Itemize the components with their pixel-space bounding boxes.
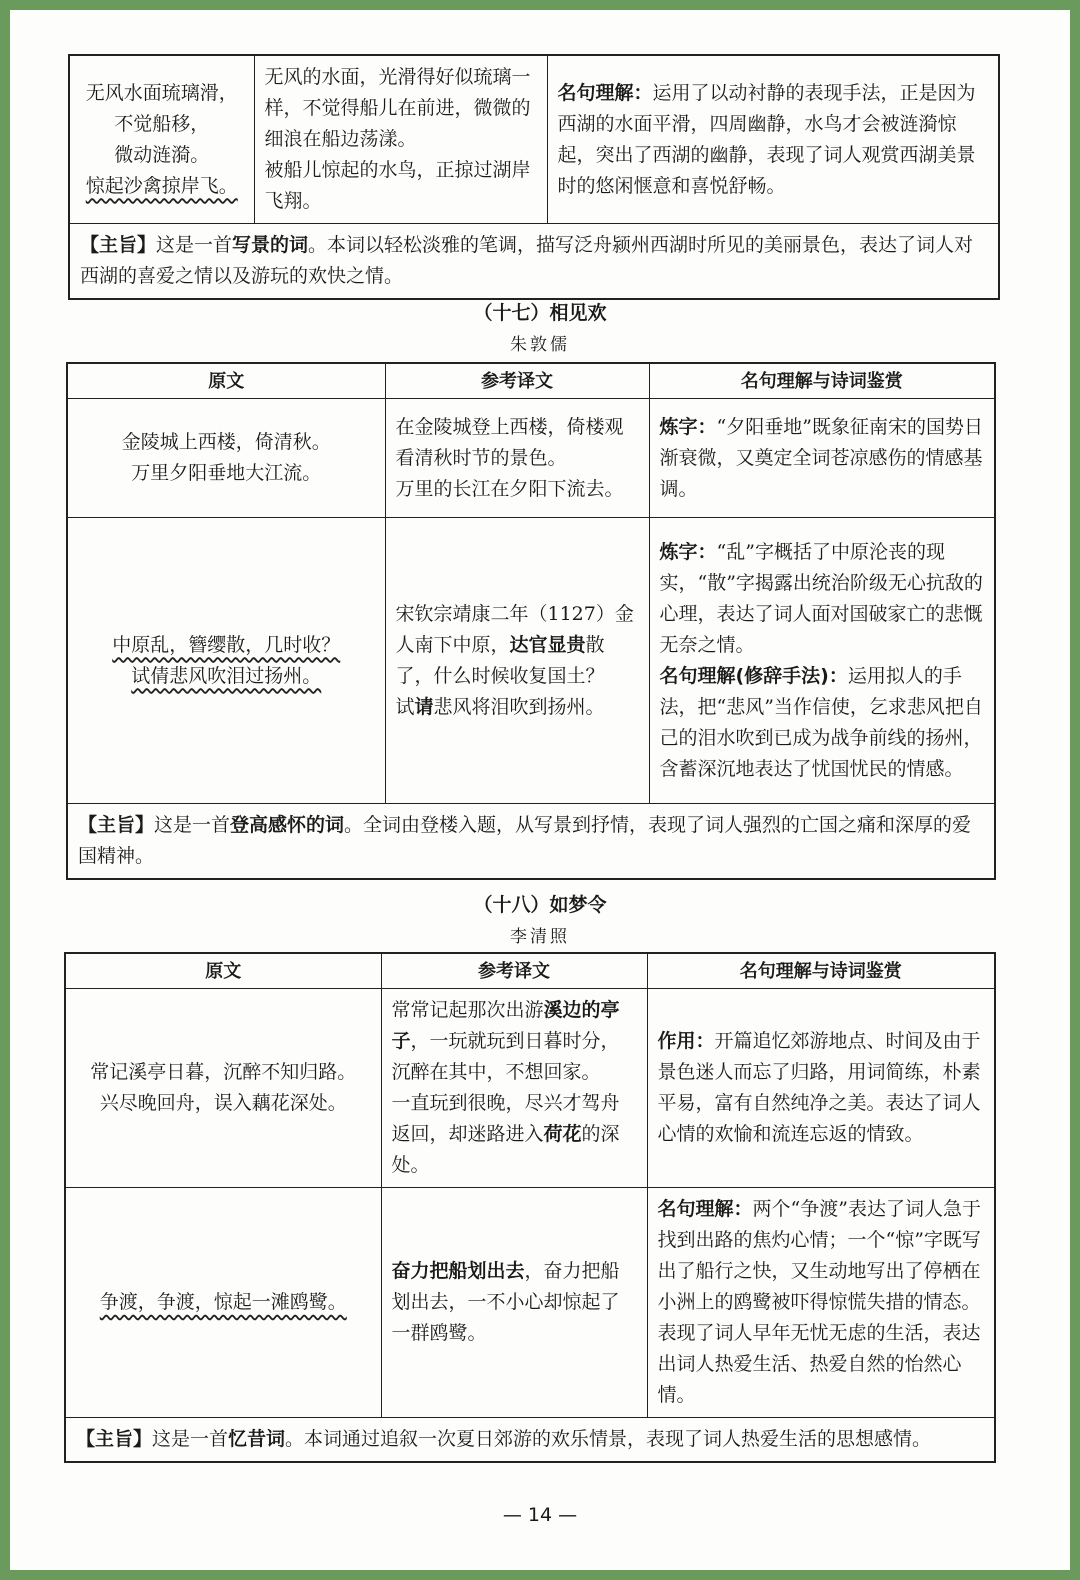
poem16-table	[68, 54, 1000, 300]
translation-keyword: 荷花	[543, 1123, 582, 1145]
analysis-text: “乱”字概括了中原沦丧的现实，“散”字揭露出统治阶级无心抗敌的心理，表达了词人面对国破家亡的悲慨无奈之情。	[659, 540, 983, 656]
original-text-cell	[69, 55, 254, 224]
summary-cell	[69, 224, 999, 300]
translation-keyword: 达官显贵	[509, 633, 586, 656]
analysis-label: 炼字：	[659, 415, 717, 438]
original-line-key: 中原乱，簪缨散，几时收？	[112, 633, 341, 656]
analysis-label: 作用：	[657, 1030, 715, 1052]
translation-text	[396, 692, 639, 723]
translation-fragment: 散了，什么时候收复国土？	[395, 633, 605, 687]
summary-keyword: 写景的词	[232, 234, 309, 256]
summary-tag: 【主旨】	[76, 1428, 153, 1450]
translation-text: 被船儿惊起的水鸟，正掠过湖岸飞翔。	[264, 159, 531, 212]
column-header: 参考译文	[385, 363, 649, 399]
summary-text: 这是一首	[154, 814, 231, 836]
column-header: 参考译文	[381, 953, 647, 989]
page-number: — 14 —	[502, 1504, 578, 1526]
summary-tag: 【主旨】	[78, 814, 155, 836]
analysis-label: 名句理解：	[657, 1198, 753, 1220]
analysis-text: 开篇追忆郊游地点、时间及由于景色迷人而忘了归路，用词简练，朴素平易，富有自然纯净之美。表达了词人心情的欢愉和流连忘返的情致。	[657, 1030, 981, 1145]
summary-cell	[67, 804, 995, 880]
translation-fragment: 试	[395, 695, 415, 718]
column-header: 原文	[67, 363, 385, 399]
translation-fragment: 的深处。	[391, 1123, 620, 1176]
translation-text	[392, 995, 637, 1088]
summary-text: 。全词由登楼入题，从写景到抒情，表现了词人强烈的亡国之痛和深厚的爱国精神。	[78, 814, 972, 867]
original-text-cell	[67, 399, 385, 518]
analysis-label: 名句理解：	[557, 81, 653, 104]
summary-text: 。本词以轻松淡雅的笔调，描写泛舟颍州西湖时所见的美丽景色，表达了词人对西湖的喜爱之情以及游玩的欢快之情。	[80, 234, 974, 287]
poem-author: 朱敦儒	[510, 335, 570, 355]
column-header: 名句理解与诗词鉴赏	[649, 363, 995, 399]
column-header: 名句理解与诗词鉴赏	[647, 953, 995, 989]
poem-author: 李清照	[510, 927, 570, 947]
analysis-label: 炼字：	[659, 540, 717, 563]
analysis-cell	[649, 518, 995, 804]
translation-fragment: 悲风将泪吹到扬州。	[433, 695, 605, 718]
translation-text: ，奋力把船划出去，一不小心却惊起了一群鸥鹭。	[391, 1260, 620, 1344]
analysis-cell	[647, 989, 995, 1188]
table-row	[65, 1188, 995, 1418]
analysis-cell	[647, 1188, 995, 1418]
summary-cell	[65, 1418, 995, 1463]
table-row	[65, 989, 995, 1188]
page	[10, 10, 1070, 1570]
translation-cell	[381, 1188, 647, 1418]
translation-cell	[385, 399, 649, 518]
analysis-block	[660, 537, 985, 661]
original-line-key: 试倩悲风吹泪过扬州。	[131, 664, 322, 687]
translation-text	[392, 1088, 637, 1181]
original-line: 万里夕阳垂地大江流。	[131, 462, 322, 484]
original-line-key: 争渡，争渡，惊起一滩鸥鹭。	[99, 1291, 347, 1313]
translation-cell	[254, 55, 547, 224]
summary-row	[69, 224, 999, 300]
analysis-text: 两个“争渡”表达了词人急于找到出路的焦灼心情；一个“惊”字既写出了船行之快，又生动地写出了停栖在小洲上的鸥鹭被吓得惊慌失措的情态。表现了词人早年无忧无虑的生活，表达出词人热爱生活、热爱自然的怡然心情。	[657, 1198, 981, 1406]
poem-title: （十八）如梦令	[473, 894, 607, 916]
translation-fragment: 宋钦宗靖康二年（1127）金人南下中原，	[395, 602, 634, 656]
translation-text	[396, 599, 639, 692]
original-text-cell	[65, 989, 381, 1188]
original-line: 无风水面琉璃滑，	[85, 81, 238, 104]
original-text-cell	[65, 1188, 381, 1418]
table-row	[67, 399, 995, 518]
original-line-key: 惊起沙禽掠岸飞。	[85, 174, 238, 197]
original-line: 常记溪亭日暮，沉醉不知归路。	[90, 1061, 357, 1083]
translation-keyword: 请	[414, 695, 434, 718]
translation-text: 万里的长江在夕阳下流去。	[395, 477, 624, 500]
analysis-block	[660, 661, 985, 785]
original-text-cell	[67, 518, 385, 804]
table-row	[69, 55, 999, 224]
summary-text: 。本词通过追叙一次夏日郊游的欢乐情景，表现了词人热爱生活的思想感情。	[285, 1428, 932, 1450]
header-row	[67, 363, 995, 399]
translation-fragment: 常常记起那次出游	[391, 999, 544, 1021]
analysis-text: 运用了以动衬静的表现手法，正是因为西湖的水面平滑，四周幽静，水鸟才会被涟漪惊起，突出了西湖的幽静，表现了词人观赏西湖美景时的悠闲惬意和喜悦舒畅。	[557, 81, 976, 197]
summary-text: 这是一首	[156, 234, 233, 256]
translation-text: 无风的水面，光滑得好似琉璃一样，不觉得船儿在前进，微微的细浪在船边荡漾。	[264, 66, 531, 150]
translation-fragment: 一直玩到很晚，尽兴才驾舟返回，却迷路进入	[391, 1092, 620, 1145]
table-row	[67, 518, 995, 804]
poem17-table	[66, 362, 996, 880]
original-line: 金陵城上西楼，倚清秋。	[121, 431, 331, 453]
summary-tag: 【主旨】	[80, 234, 157, 256]
original-line: 微动涟漪。	[114, 143, 210, 166]
summary-row	[67, 804, 995, 880]
analysis-cell	[649, 399, 995, 518]
original-line: 兴尽晚回舟，误入藕花深处。	[99, 1092, 347, 1114]
summary-text: 这是一首	[152, 1428, 229, 1450]
translation-text: 在金陵城登上西楼，倚楼观看清秋时节的景色。	[395, 415, 624, 469]
original-line: 不觉船移，	[114, 112, 210, 135]
analysis-cell	[547, 55, 999, 224]
poem18-table	[64, 952, 996, 1463]
column-header: 原文	[65, 953, 381, 989]
summary-keyword: 登高感怀的词	[230, 814, 345, 836]
analysis-text: 运用拟人的手法，把“悲风”当作信使，乞求悲风把自己的泪水吹到已成为战争前线的扬州，含蓄深沉地表达了忧国忧民的情感。	[659, 664, 983, 780]
summary-row	[65, 1418, 995, 1463]
analysis-label: 名句理解(修辞手法)：	[659, 664, 848, 687]
translation-keyword: 奋力把船划出去	[391, 1260, 525, 1282]
translation-keyword: 溪边的亭子	[391, 999, 620, 1052]
translation-fragment: ，一玩就玩到日暮时分，沉醉在其中，不想回家。	[391, 1030, 620, 1083]
translation-cell	[385, 518, 649, 804]
header-row	[65, 953, 995, 989]
translation-cell	[381, 989, 647, 1188]
summary-keyword: 忆昔词	[228, 1428, 286, 1450]
analysis-text: “夕阳垂地”既象征南宋的国势日渐衰微，又奠定全词苍凉感伤的情感基调。	[659, 415, 983, 500]
poem-title: （十七）相见欢	[473, 302, 607, 324]
